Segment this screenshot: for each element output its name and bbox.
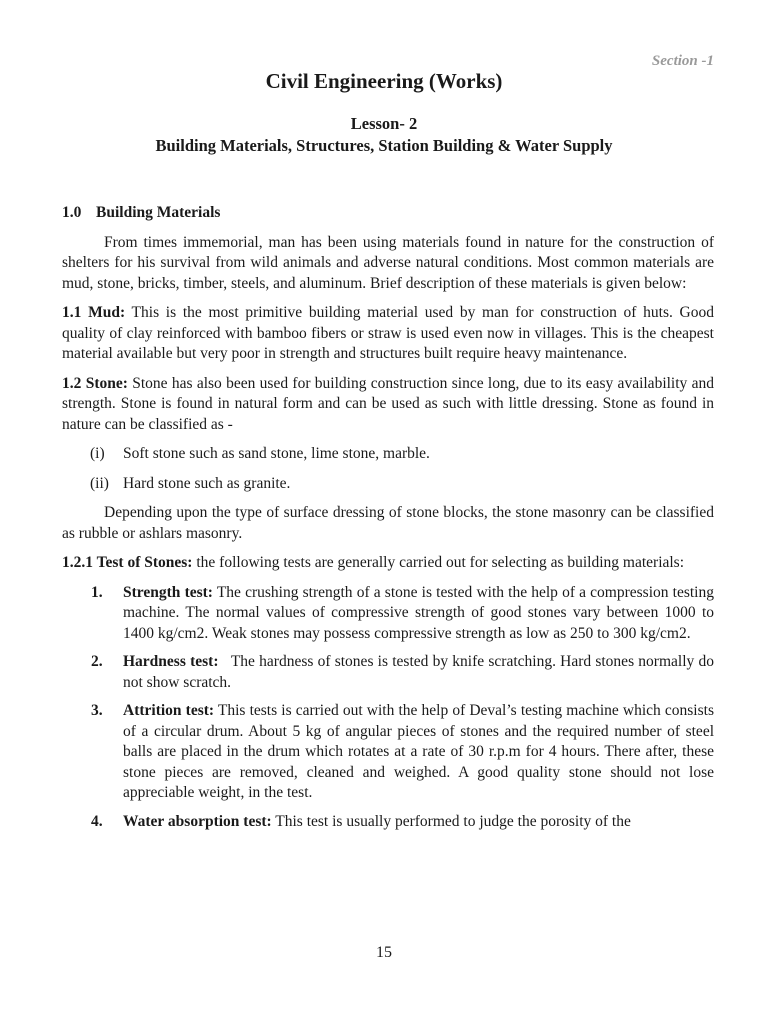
stone-type-item (90, 444, 714, 465)
list-item (62, 701, 714, 804)
intro-paragraph: From times immemorial, man has been using materials found in nature for the construction of shelters for his survival from wild animals and adverse natural conditions. Most common materials are mud, stone, bricks, timber, steels, and aluminum. Brief description of these materials is given below: (62, 233, 714, 292)
page-title: Civil Engineering (Works) (265, 69, 503, 93)
section-heading (62, 203, 714, 224)
stone-type-text: Hard stone such as granite. (123, 474, 291, 492)
section-number: 1.0 (62, 204, 82, 221)
tests-intro: the following tests are generally carried out for selecting as building materials: (192, 554, 685, 571)
section-label: Section -1 (651, 53, 714, 69)
list-item-text: The hardness of stones is tested by knife scratching. Hard stones normally do not show scratch. (123, 653, 718, 691)
lesson-subtitle: Building Materials, Structures, Station Building & Water Supply (155, 136, 613, 155)
list-item (62, 812, 714, 833)
mud-label: 1.1 Mud: (62, 304, 126, 321)
tests-label: 1.2.1 Test of Stones: (62, 554, 193, 571)
stone-type-text: Soft stone such as sand stone, lime stone, marble. (123, 445, 430, 462)
list-item-title: Strength test: (123, 583, 213, 601)
page-number: 15 (376, 944, 392, 961)
section-title: Building Materials (96, 204, 221, 221)
list-item-title: Attrition test: (123, 702, 215, 719)
stone-text: Stone has also been used for building construction since long, due to its easy availability and strength. Stone is found in natural form and can be used as such with little dressing. Stone as found in nature can be classified as - (62, 374, 714, 433)
list-item-number: 3. (91, 702, 103, 719)
body-content (62, 203, 718, 840)
list-item-title: Water absorption test: (123, 812, 272, 830)
tests-paragraph (62, 553, 714, 574)
lesson-label: Lesson- 2 (350, 114, 418, 133)
mud-text: This is the most primitive building material used by man for construction of huts. Good quality of clay reinforced with bamboo fibers or straw is used even now in villages. This is the cheapest material available but very poor in strength and structures built require heavy maintenance. (62, 304, 714, 362)
tests-list (62, 583, 718, 833)
stone-type-item (90, 474, 714, 495)
list-item-number: 2. (91, 653, 103, 670)
mud-paragraph (62, 303, 714, 365)
stone-type-number: (ii) (90, 474, 109, 492)
masonry-paragraph: Depending upon the type of surface dressing of stone blocks, the stone masonry can be classified as rubble or ashlars masonry. (62, 504, 714, 542)
stone-paragraph (62, 374, 714, 436)
list-item-number: 1. (91, 583, 103, 601)
stone-type-number: (i) (90, 445, 105, 462)
list-item (62, 583, 714, 645)
list-item-number: 4. (91, 812, 103, 830)
list-item-text: This tests is carried out with the help of Deval’s testing machine which consists of a circular drum. About 5 kg of angular pieces of stones and the required number of steel balls are placed in the drum which rotates at a rate of 30 r.p.m for 4 hours. There after, these stone pieces are removed, cleaned and weighed. A good quality stone should not lose appreciable weight, in the test. (123, 702, 714, 801)
list-item-title: Hardness test: (123, 653, 219, 670)
list-item (62, 652, 718, 693)
stone-label: 1.2 Stone: (62, 374, 128, 392)
list-item-text: This test is usually performed to judge the porosity of the (271, 812, 631, 830)
list-item-text: The crushing strength of a stone is tested with the help of a compression testing machine. The normal values of compressive strength of good stones vary between 1000 to 1400 kg/cm2. Weak stones may possess compressive strength as low as 250 to 300 kg/cm2. (123, 583, 714, 642)
